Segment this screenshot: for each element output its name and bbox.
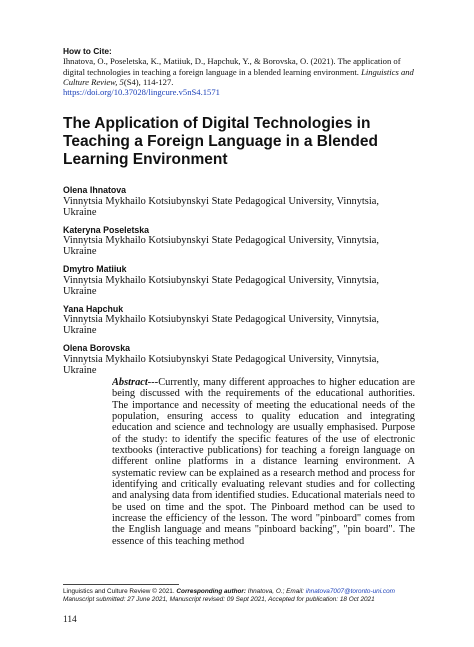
citation-label: How to Cite:	[63, 46, 112, 56]
author-affiliation: Vinnytsia Mykhailo Kotsiubynskyi State Pedagogical University, Vinnytsia, Ukraine	[63, 195, 379, 218]
author-name: Kateryna Poseletska	[63, 224, 150, 235]
citation-issue: (S4), 114-127.	[123, 76, 174, 87]
citation-block	[63, 46, 423, 97]
author-list	[63, 185, 413, 383]
corresponding-name: Ihnatova, O.; Email:	[246, 588, 306, 595]
corresponding-email-link[interactable]: ihnatova7007@toronto-uni.com	[305, 588, 395, 595]
footer-corresponding	[176, 588, 395, 595]
author-affiliation: Vinnytsia Mykhailo Kotsiubynskyi State Pedagogical University, Vinnytsia, Ukraine	[63, 274, 379, 297]
citation-journal: Linguistics and Culture Review, 5	[63, 66, 414, 87]
author-name: Olena Ihnatova	[63, 185, 127, 195]
abstract-paragraph	[112, 377, 415, 583]
paper-title: The Application of Digital Technologies in Teaching a Foreign Language in a Blended Learning Environment	[63, 115, 378, 168]
author-affiliation: Vinnytsia Mykhailo Kotsiubynskyi State Pedagogical University, Vinnytsia, Ukraine	[63, 353, 379, 376]
author-entry	[63, 264, 413, 304]
footnote-divider	[63, 584, 179, 585]
page-footer	[63, 588, 423, 604]
abstract-text: Currently, many different approaches to higher education are being discussed with the requirements of the educational authorities. The importance and necessity of meeting the educational needs of the population, ensuring access to quality education and integrating education and science and technology are usually emphasised. Purpose of the study: to identify the specific features of the use of electronic textbooks (interactive publications) for teaching a foreign language on different online platforms in a distance learning environment. A systematic review can be explained as a research method and process for identifying and critically evaluating relevant studies and for collecting and analysing data from identified studies. Educational materials need to be used on time and the spot. The Pinboard method can be used to increase the efficiency of the lesson. The word "pinboard" comes from the English language and means "pinboard backing", "pin board". The essence of this teaching method	[112, 377, 415, 547]
page-number: 114	[63, 615, 77, 625]
author-affiliation: Vinnytsia Mykhailo Kotsiubynskyi State Pedagogical University, Vinnytsia, Ukraine	[63, 235, 379, 258]
author-entry	[63, 185, 413, 225]
author-name: Dmytro Matiiuk	[63, 264, 127, 274]
footer-manuscript-dates: Manuscript submitted: 27 June 2021, Manuscript revised: 09 Sept 2021, Accepted for publication: 18 Oct 2021	[63, 596, 375, 604]
footer-copyright: Linguistics and Culture Review © 2021.	[63, 588, 175, 595]
author-entry	[63, 225, 413, 265]
abstract-label: Abstract---	[112, 377, 159, 388]
author-entry	[63, 304, 413, 344]
corresponding-label: Corresponding author:	[176, 588, 247, 595]
citation-doi-link[interactable]: https://doi.org/10.37028/lingcure.v5nS4.1571	[63, 87, 220, 98]
author-affiliation: Vinnytsia Mykhailo Kotsiubynskyi State Pedagogical University, Vinnytsia, Ukraine	[63, 314, 379, 337]
citation-text: Ihnatova, O., Poseletska, K., Matiiuk, D., Hapchuk, Y., & Borovska, O. (2021). The application of digital technologies in teaching a foreign language in a blended learning environment.	[63, 56, 401, 77]
author-name: Yana Hapchuk	[63, 303, 124, 314]
author-name: Olena Borovska	[63, 343, 130, 353]
